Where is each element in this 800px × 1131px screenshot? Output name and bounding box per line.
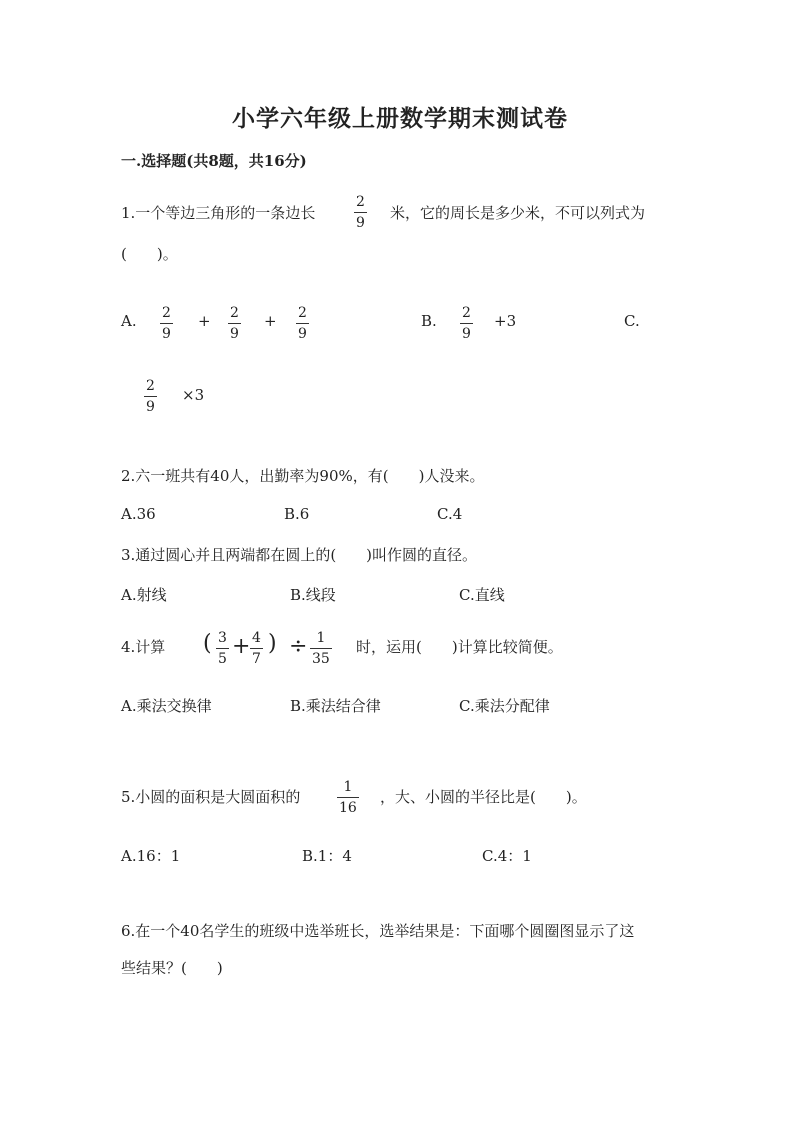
fraction-denominator: 9: [462, 326, 471, 342]
fraction-bar: [296, 323, 309, 324]
q1-option-a-fraction-1: [160, 306, 173, 341]
fraction-numerator: 2: [298, 305, 307, 321]
fraction-denominator: 35: [312, 651, 330, 667]
q1-stem: 1.一个等边三角形的一条边长: [121, 204, 316, 222]
fraction-numerator: 2: [146, 378, 155, 394]
q5-stem: 5.小圆的面积是大圆面积的: [121, 788, 301, 806]
fraction-bar: [250, 648, 263, 649]
q4-stem: 4.计算: [121, 638, 166, 656]
q2-stem: 2.六一班共有40人，出勤率为90%，有( )人没来。: [121, 467, 485, 485]
q4-option-a: A.乘法交换律: [121, 697, 212, 715]
q4-option-c: C.乘法分配律: [459, 697, 550, 715]
q5-option-a: A.16：1: [121, 847, 181, 865]
page-title: 小学六年级上册数学期末测试卷: [232, 105, 568, 132]
q3-option-c: C.直线: [459, 586, 505, 604]
q1-option-b-fraction: [460, 306, 473, 341]
left-parenthesis: (: [203, 631, 212, 656]
q1-answer-blank: ( )。: [121, 245, 178, 263]
q4-fraction-2: [250, 631, 263, 666]
q5-option-b: B.1：4: [302, 847, 352, 865]
q2-option-b: B.6: [284, 505, 310, 523]
q1-option-a-fraction-2: [228, 306, 241, 341]
q1-option-a-label: A.: [121, 312, 137, 330]
section-heading: 一.选择题(共8题，共16分): [121, 152, 307, 170]
fraction-bar: [354, 212, 367, 213]
q1-option-c-fraction: [144, 379, 157, 414]
fraction-numerator: 4: [252, 630, 261, 646]
fraction-numerator: 2: [230, 305, 239, 321]
q1-stem-continued: 米，它的周长是多少米，不可以列式为: [390, 204, 646, 222]
fraction-denominator: 9: [146, 399, 155, 415]
fraction-numerator: 3: [218, 630, 227, 646]
q1-option-c-label: C.: [624, 312, 640, 330]
fraction-bar: [228, 323, 241, 324]
fraction-denominator: 5: [218, 651, 227, 667]
q5-fraction: [337, 780, 359, 815]
plus-sign: +: [264, 312, 277, 330]
q6-stem: 6.在一个40名学生的班级中选举班长，选举结果是：下面哪个圆圈图显示了这: [121, 922, 635, 940]
q4-option-b: B.乘法结合律: [290, 697, 381, 715]
right-parenthesis: ): [268, 631, 277, 656]
q5-stem-continued: ，大、小圆的半径比是( )。: [380, 788, 587, 806]
fraction-bar: [144, 396, 157, 397]
fraction-denominator: 9: [298, 326, 307, 342]
q1-option-b-suffix: +3: [494, 312, 517, 330]
fraction-denominator: 7: [252, 651, 261, 667]
q1-option-a-fraction-3: [296, 306, 309, 341]
fraction-numerator: 2: [356, 194, 365, 210]
fraction-denominator: 9: [230, 326, 239, 342]
fraction-bar: [160, 323, 173, 324]
fraction-numerator: 1: [316, 630, 326, 646]
fraction-denominator: 16: [339, 800, 357, 816]
q3-option-b: B.线段: [290, 586, 336, 604]
division-sign: ÷: [289, 634, 308, 659]
fraction-bar: [216, 648, 229, 649]
q6-stem-continued: 些结果？( ): [121, 959, 223, 977]
q4-fraction-1: [216, 631, 229, 666]
fraction-numerator: 2: [462, 305, 471, 321]
q1-option-c-suffix: ×3: [182, 386, 205, 404]
fraction-numerator: 2: [162, 305, 171, 321]
q3-option-a: A.射线: [121, 586, 167, 604]
fraction-bar: [460, 323, 473, 324]
q1-fraction: [354, 195, 367, 230]
q3-stem: 3.通过圆心并且两端都在圆上的( )叫作圆的直径。: [121, 546, 478, 564]
q4-stem-continued: 时，运用( )计算比较简便。: [356, 638, 563, 656]
q2-option-a: A.36: [121, 505, 156, 523]
q5-option-c: C.4：1: [482, 847, 532, 865]
q2-option-c: C.4: [437, 505, 463, 523]
fraction-denominator: 9: [356, 215, 365, 231]
fraction-denominator: 9: [162, 326, 171, 342]
q1-option-b-label: B.: [421, 312, 437, 330]
fraction-bar: [337, 797, 359, 798]
fraction-bar: [310, 648, 332, 649]
plus-sign: +: [198, 312, 211, 330]
q4-fraction-3: [310, 631, 332, 666]
fraction-numerator: 1: [343, 779, 353, 795]
plus-sign: +: [232, 634, 251, 659]
